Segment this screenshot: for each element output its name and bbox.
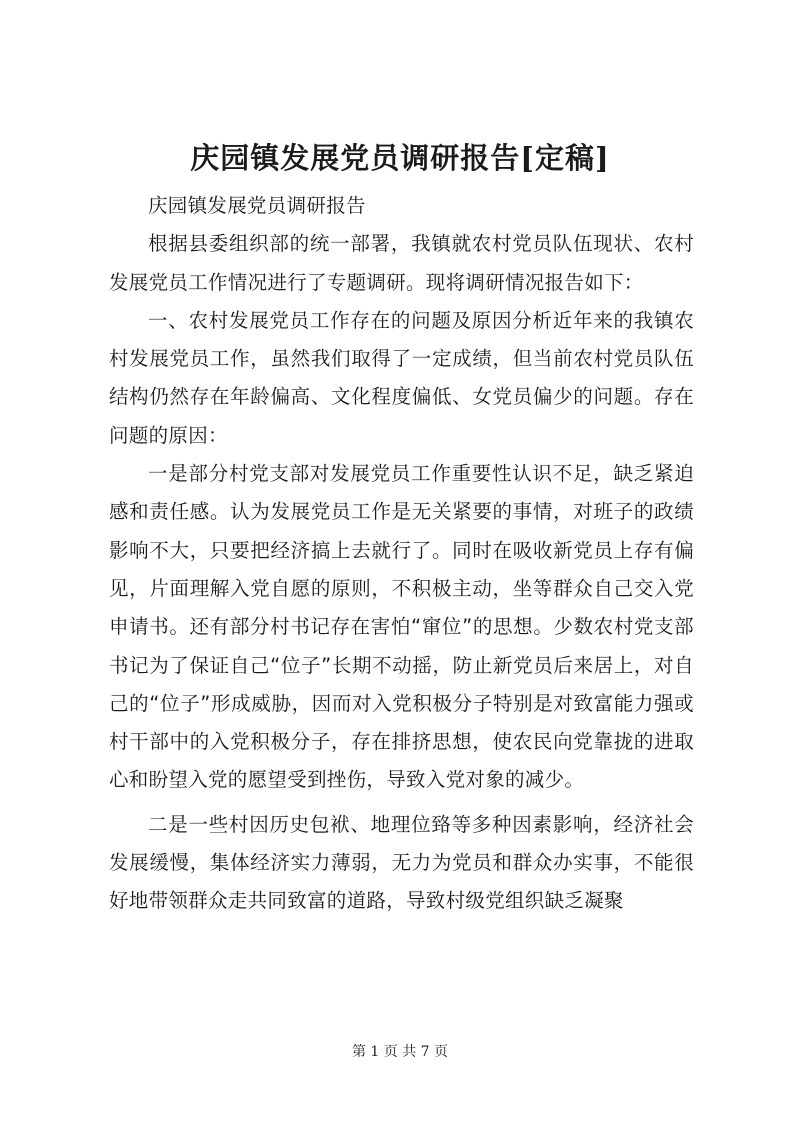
paragraph-reason-two: 二是一些村因历史包袱、地理位臵等多种因素影响，经济社会发展缓慢，集体经济实力薄弱，无力为党员和群众办实事，不能很好地带领群众走共同致富的道路，导致村级党组织缺乏凝聚 — [109, 812, 694, 913]
document-title: 庆园镇发展党员调研报告[定稿] — [190, 141, 610, 175]
document-body — [109, 187, 694, 921]
page-footer: 第 1 页 共 7 页 — [351, 1044, 449, 1060]
paragraph-subtitle: 庆园镇发展党员调研报告 — [148, 194, 366, 217]
paragraph-section-one: 一、农村发展党员工作存在的问题及原因分析近年来的我镇农村发展党员工作，虽然我们取得了一定成绩，但当前农村党员队伍结构仍然存在年龄偏高、文化程度偏低、女党员偏少的问题。存在问题的原因： — [109, 308, 694, 447]
paragraph-reason-one: 一是部分村党支部对发展党员工作重要性认识不足，缺乏紧迫感和责任感。认为发展党员工作是无关紧要的事情，对班子的政绩影响不大，只要把经济搞上去就行了。同时在吸收新党员上存有偏见，片面理解入党自愿的原则，不积极主动，坐等群众自己交入党申请书。还有部分村书记存在害怕“窜位”的思想。少数农村党支部书记为了保证自己“位子”长期不动摇，防止新党员后来居上，对自己的“位子”形成威胁，因而对入党积极分子特别是对致富能力强或村干部中的入党积极分子，存在排挤思想，使农民向党靠拢的进取心和盼望入党的愿望受到挫伤，导致入党对象的减少。 — [109, 462, 694, 792]
paragraph-intro: 根据县委组织部的统一部署，我镇就农村党员队伍现状、农村发展党员工作情况进行了专题调研。现将调研情况报告如下： — [109, 232, 694, 294]
